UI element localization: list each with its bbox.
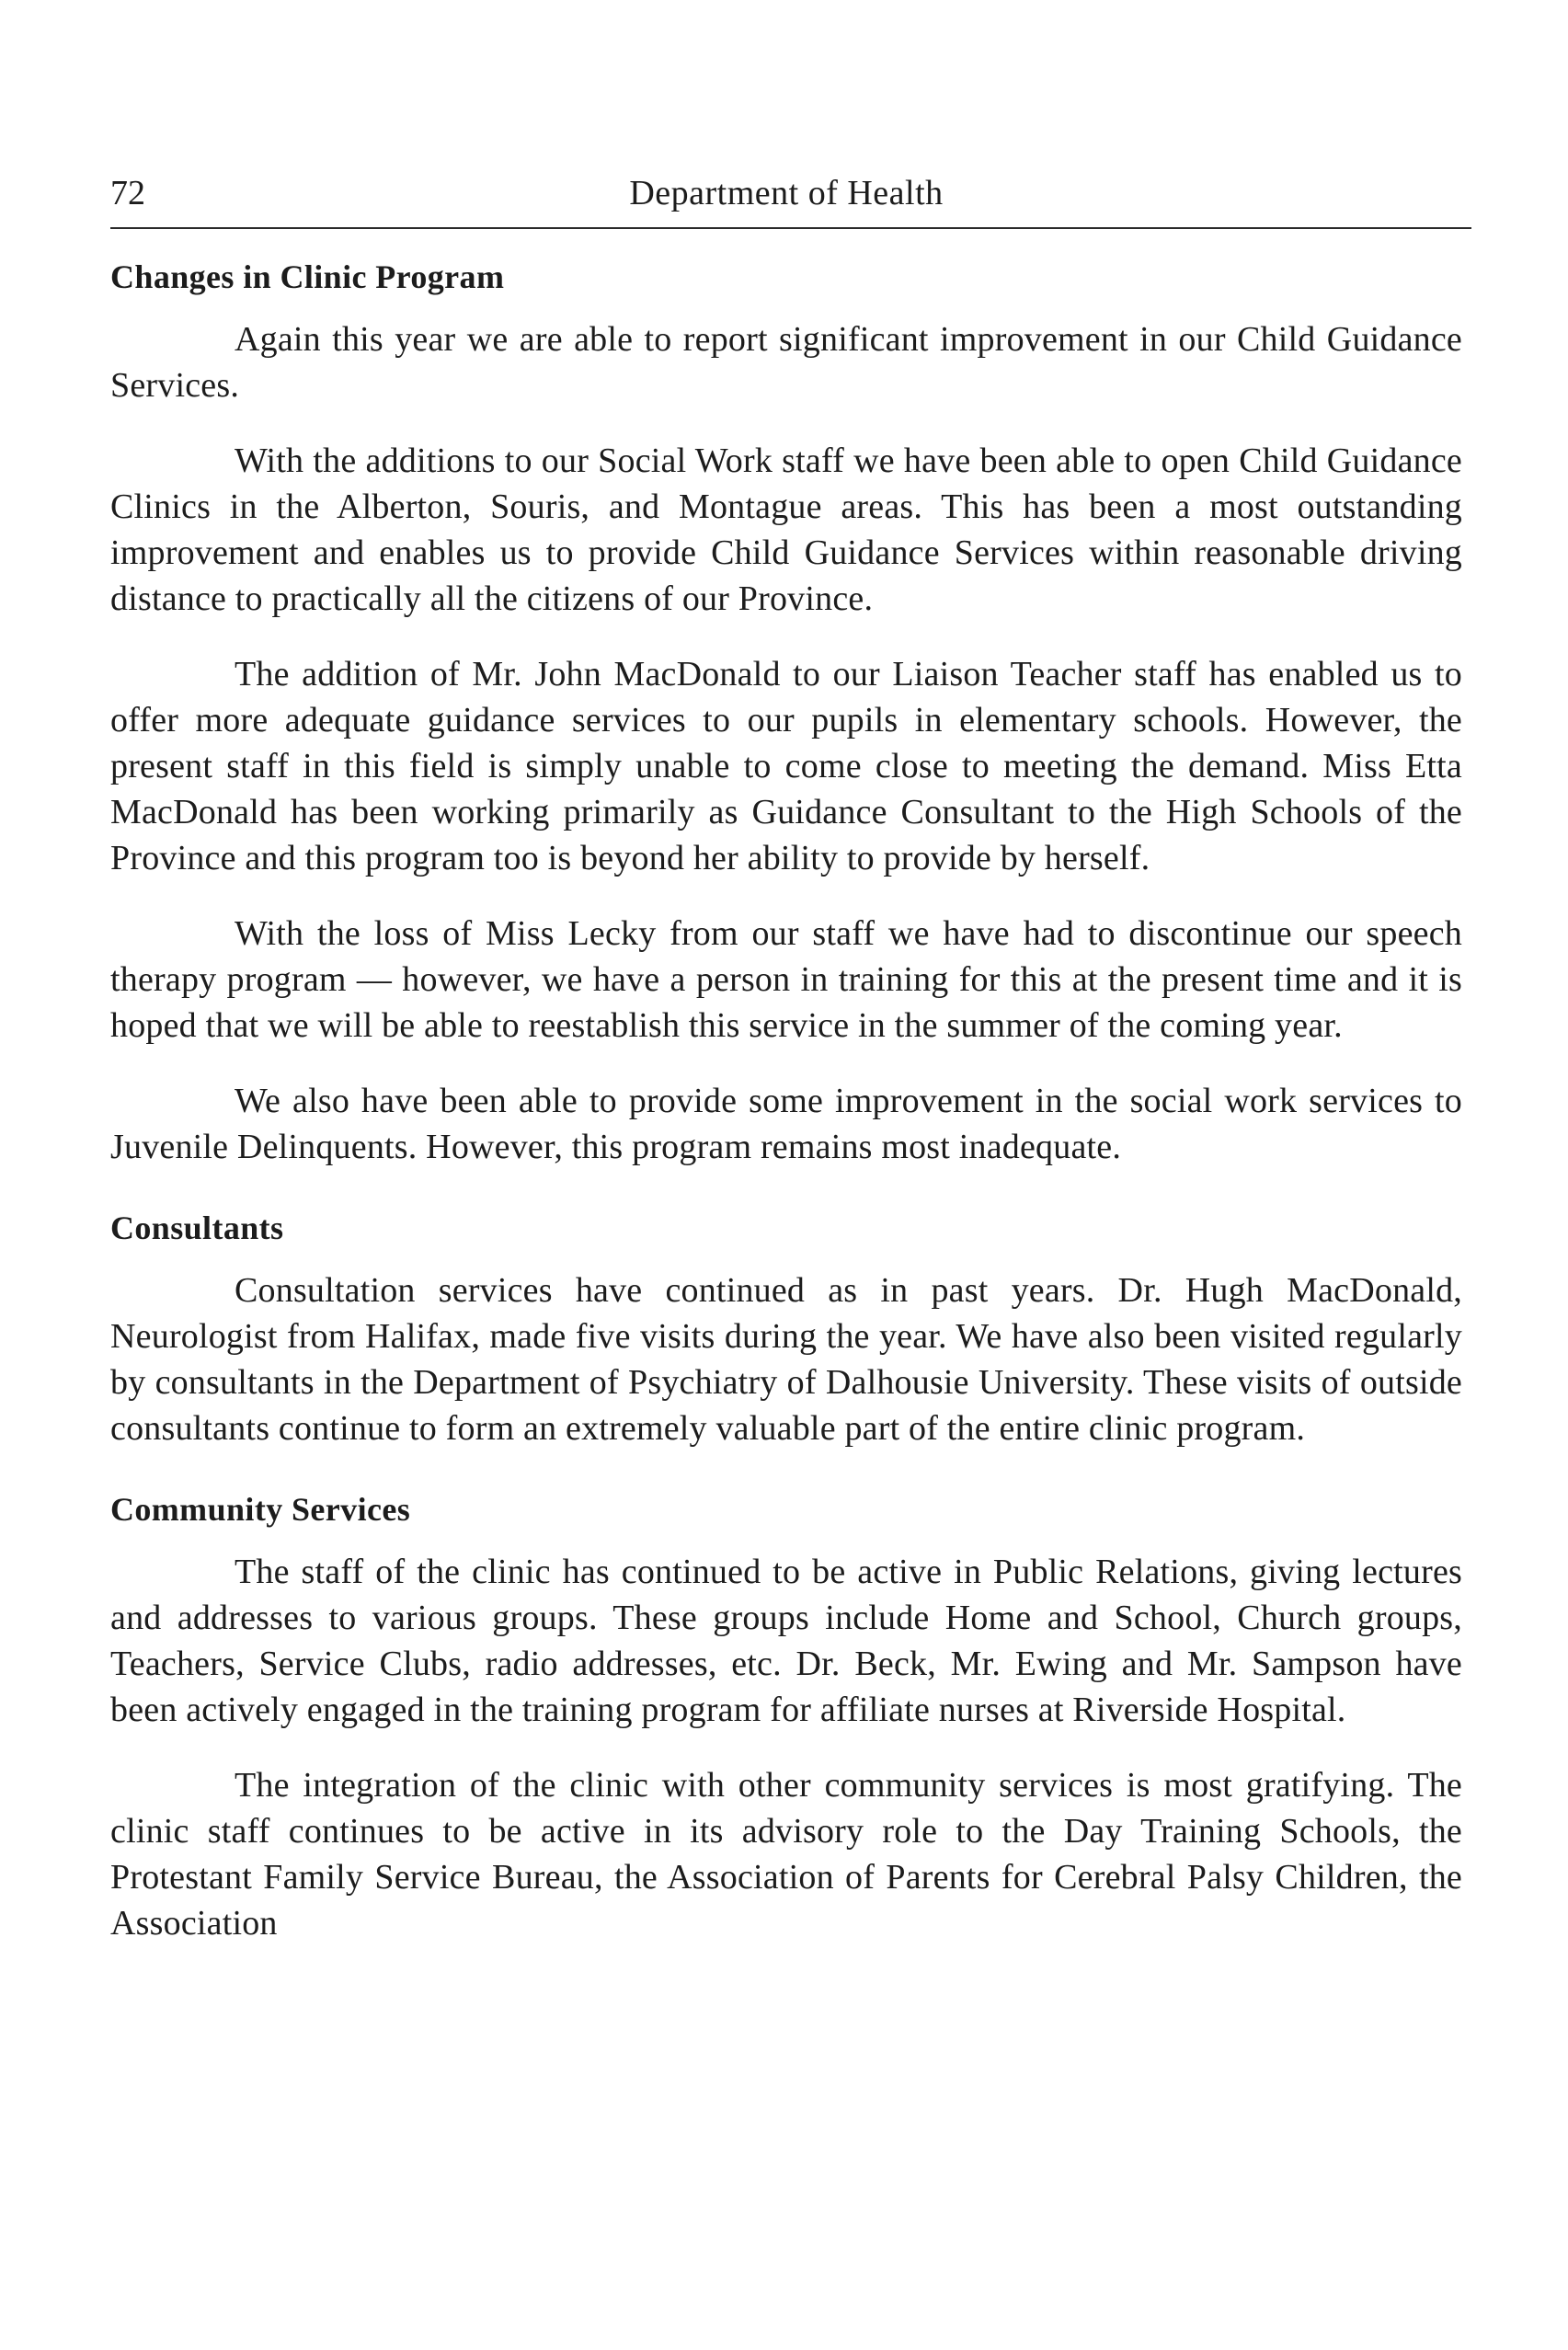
paragraph: With the loss of Miss Lecky from our staff we have had to discontinue our speech therapy program — however, we have a person in training for this at the present time and it is hoped that we will be able to reestablish this service in the summer of the coming year. <box>110 914 1462 1045</box>
section-heading-consultants: Consultants <box>110 1209 284 1246</box>
paragraph: The integration of the clinic with other community services is most gratifying. The clinic staff continues to be active in its advisory role to the Day Training Schools, the Protestant Family Service Bureau, the Association of Parents for Cerebral Palsy Children, the Association <box>110 1766 1462 1943</box>
paragraph: The addition of Mr. John MacDonald to our Liaison Teacher staff has enabled us to offer more adequate guidance services to our pupils in elementary schools. However, the present staff in this field is simply unable to come close to meeting the demand. Miss Etta MacDonald has been working primarily as Guidance Consultant to the High Schools of the Province and this program too is beyond her ability to provide by herself. <box>110 655 1462 877</box>
section-heading-community-services: Community Services <box>110 1491 411 1528</box>
paragraph: Again this year we are able to report significant improvement in our Child Guidance Services. <box>110 320 1462 405</box>
page-number: 72 <box>110 174 145 212</box>
running-header <box>110 166 1462 221</box>
section-heading-changes-in-clinic-program: Changes in Clinic Program <box>110 258 505 295</box>
page-header-title: Department of Health <box>629 174 944 212</box>
paragraph: We also have been able to provide some improvement in the social work services to Juvenile Delinquents. However, this program remains most inadequate. <box>110 1082 1462 1166</box>
paragraph: With the additions to our Social Work staff we have been able to open Child Guidance Clinics in the Alberton, Souris, and Montague areas. This has been a most outstanding improvement and enables us to provide Child Guidance Services within reasonable driving distance to practically all the citizens of our Province. <box>110 441 1462 618</box>
header-rule <box>110 227 1471 229</box>
paragraph: The staff of the clinic has continued to be active in Public Relations, giving lectures and addresses to various groups. These groups include Home and School, Church groups, Teachers, Service Clubs, radio addresses, etc. Dr. Beck, Mr. Ewing and Mr. Sampson have been actively engaged in the training program for affiliate nurses at Riverside Hospital. <box>110 1553 1462 1729</box>
page-body <box>110 248 1462 1976</box>
paragraph: Consultation services have continued as in past years. Dr. Hugh MacDonald, Neurologist from Halifax, made five visits during the year. We have also been visited regularly by consultants in the Department of Psychiatry of Dalhousie University. These visits of outside consultants continue to form an extremely valuable part of the entire clinic program. <box>110 1271 1462 1448</box>
